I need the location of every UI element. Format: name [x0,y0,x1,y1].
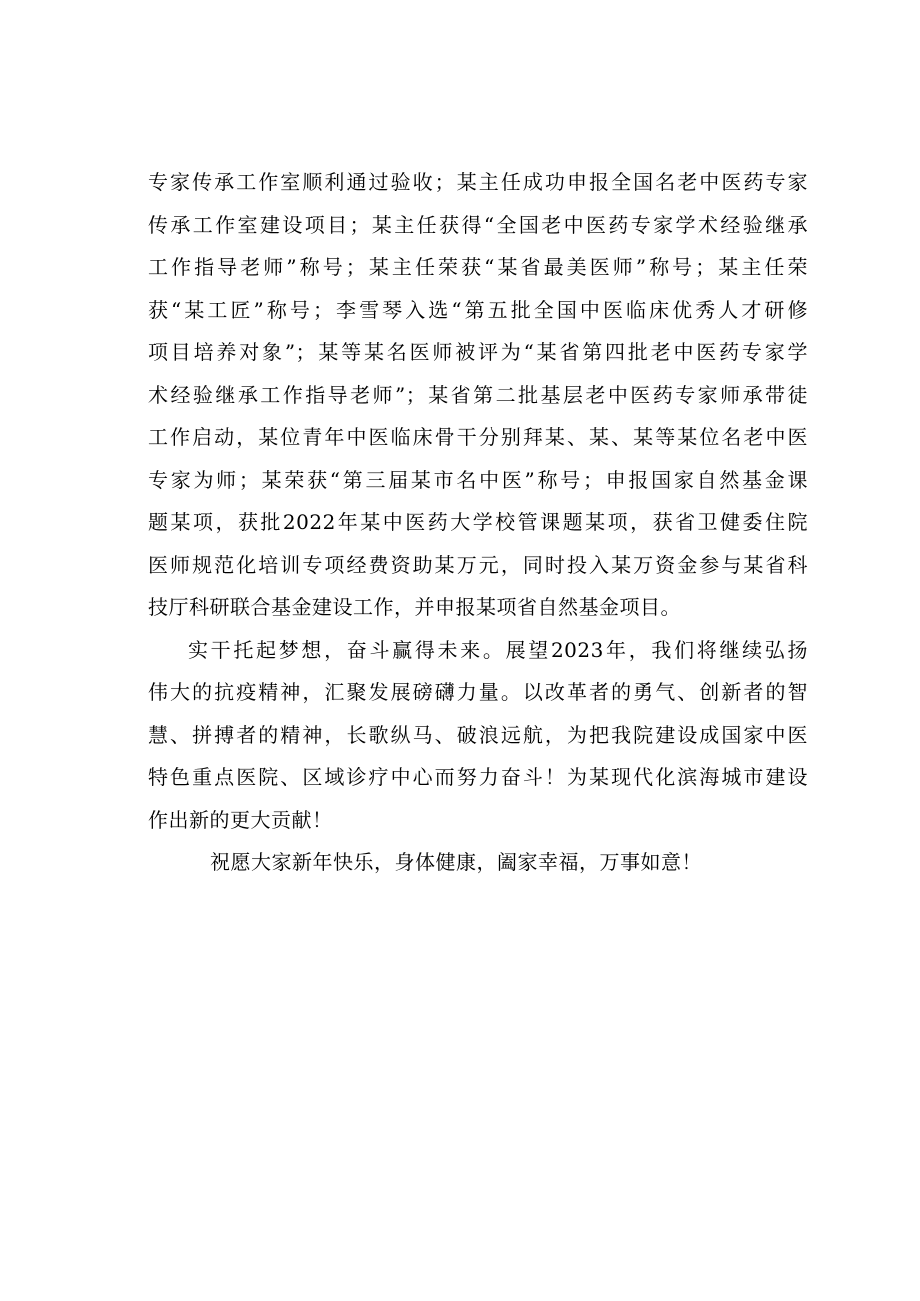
text-line: 专家传承工作室顺利通过验收；某主任成功申报全国名老中医药专家 [148,170,808,194]
paragraph-greeting [148,841,808,884]
text-line: 特色重点医院、区域诊疗中心而努力奋斗！为某现代化滨海城市建设 [148,765,808,789]
text-line: 伟大的抗疫精神，汇聚发展磅礴力量。以改革者的勇气、创新者的智 [148,680,808,704]
text-line: 工作指导老师”称号；某主任荣获“某省最美医师”称号；某主任荣 [148,255,808,279]
text-line: 专家为师；某荣获“第三届某市名中医”称号；申报国家自然基金课 [148,467,808,492]
text-line: 获“某工匠”称号；李雪琴入选“第五批全国中医临床优秀人才研修 [148,297,808,322]
text-line: 医师规范化培训专项经费资助某万元，同时投入某万资金参与某省科 [148,552,808,577]
text-line: 祝愿大家新年快乐，身体健康，阖家幸福，万事如意！ [210,850,702,874]
text-line: 慧、拼搏者的精神，长歌纵马、破浪远航，为把我院建设成国家中医 [148,722,808,747]
text-line: 实干托起梦想，奋斗赢得未来。展望2023年，我们将继续弘扬 [188,637,808,662]
text-line: 术经验继承工作指导老师”；某省第二批基层老中医药专家师承带徒 [148,382,808,407]
text-line: 项目培养对象”；某等某名医师被评为“某省第四批老中医药专家学 [148,340,808,364]
text-line: 技厅科研联合基金建设工作，并申报某项省自然基金项目。 [148,595,681,619]
text-line: 传承工作室建设项目；某主任获得“全国老中医药专家学术经验继承 [148,212,808,237]
text-line: 作出新的更大贡献！ [148,807,333,832]
text-line: 工作启动，某位青年中医临床骨干分别拜某、某、某等某位名老中医 [148,425,808,449]
document-body [148,161,808,884]
paragraph-achievements [148,161,808,629]
text-line: 题某项，获批2022年某中医药大学校管课题某项，获省卫健委住院 [148,510,808,534]
paragraph-outlook [148,629,808,842]
